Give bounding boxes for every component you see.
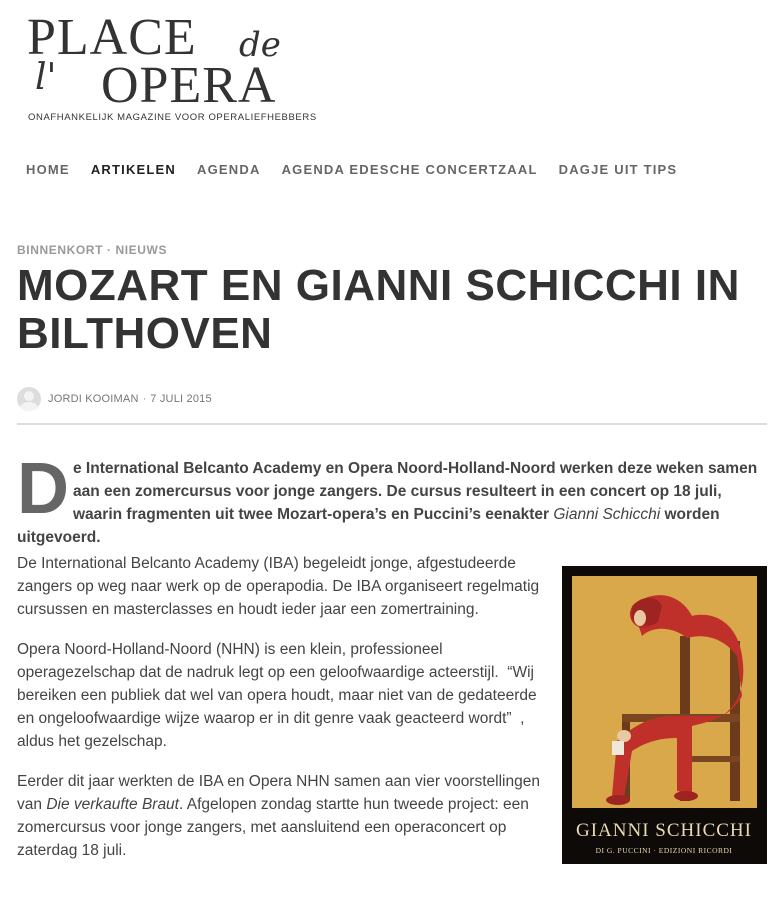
paragraph-3-a: Eerder dit jaar werkten de IBA en Opera NHN samen aan vier voorstellingen van [17, 773, 540, 813]
article-lead [17, 449, 767, 549]
paragraph-2: Opera Noord-Holland-Noord (NHN) is een klein, professioneel operagezelschap dat de nadruk legt op een geloofwaardige acteerstijl. “Wij bereiken een publiek dat wel van opera houdt, maar niet van de gedateerde en ongeloofwaardige wijze waarop er in dit genre vaak geacteerd wordt” , aldus het gezelschap. [17, 641, 537, 750]
nav-agenda-edesche-concertzaal[interactable]: AGENDA EDESCHE CONCERTZAAL [281, 162, 538, 177]
meta-separator: · [142, 393, 147, 405]
header-divider [17, 423, 767, 425]
paragraph-3 [17, 770, 542, 862]
gianni-schicchi-poster [562, 566, 767, 864]
lead-text-b: worden uitgevoerd. [17, 506, 720, 546]
author-link[interactable]: JORDI KOOIMAN [48, 393, 139, 405]
article-title: MOZART EN GIANNI SCHICCHI IN BILTHOVEN [17, 261, 740, 358]
lead-text-a: e International Belcanto Academy en Opera Noord-Holland-Noord werken deze weken samen aan een zomercursus voor jonge zangers. De cursus resulteert in een concert op 18 juli, waarin fragmenten uit twee Mozart-opera’s en Puccini’s eenakter [73, 460, 758, 523]
drop-cap: D [17, 449, 69, 529]
paragraph-1: De International Belcanto Academy (IBA) begeleidt jonge, afgestudeerde zangers op weg naar werk op de operapodia. De IBA organiseert regelmatig cursussen en masterclasses en houdt ieder jaar een zomertraining. [17, 555, 540, 618]
category-binnenkort[interactable]: BINNENKORT [17, 243, 103, 257]
article-body [17, 552, 542, 879]
main-nav [26, 162, 698, 177]
breadcrumb-separator: · [106, 243, 112, 257]
paragraph-3-b: . Afgelopen zondag startte hun tweede project: een zomercursus voor jonge zangers, met aansluitend een operaconcert op zaterdag 18 juli. [17, 796, 529, 859]
logo-de: de [239, 25, 281, 65]
logo-place: PLACE [27, 9, 197, 66]
nav-artikelen[interactable]: ARTIKELEN [90, 162, 177, 177]
site-logo[interactable] [27, 9, 327, 127]
nav-dagje-uit-tips[interactable]: DAGJE UIT TIPS [558, 162, 678, 177]
poster-subtitle: DI G. PUCCINI · EDIZIONI RICORDI [595, 846, 733, 855]
logo-tagline: ONAFHANKELIJK MAGAZINE VOOR OPERALIEFHEBBERS [28, 112, 317, 123]
article-meta [17, 387, 212, 411]
breadcrumb [17, 243, 167, 257]
nav-agenda[interactable]: AGENDA [197, 162, 261, 177]
publish-date: 7 JULI 2015 [150, 393, 212, 405]
logo-l: l' [35, 57, 57, 98]
nav-home[interactable]: HOME [26, 162, 70, 177]
lead-paragraph [17, 449, 767, 549]
category-nieuws[interactable]: NIEUWS [115, 243, 168, 257]
poster-illustration [562, 566, 767, 864]
paragraph-3-emphasis: Die verkaufte Braut [46, 796, 179, 813]
lead-emphasis: Gianni Schicchi [553, 506, 661, 523]
author-avatar[interactable] [17, 387, 41, 411]
poster-title: GIANNI SCHICCHI [576, 820, 752, 841]
logo-opera: OPERA [101, 57, 277, 114]
